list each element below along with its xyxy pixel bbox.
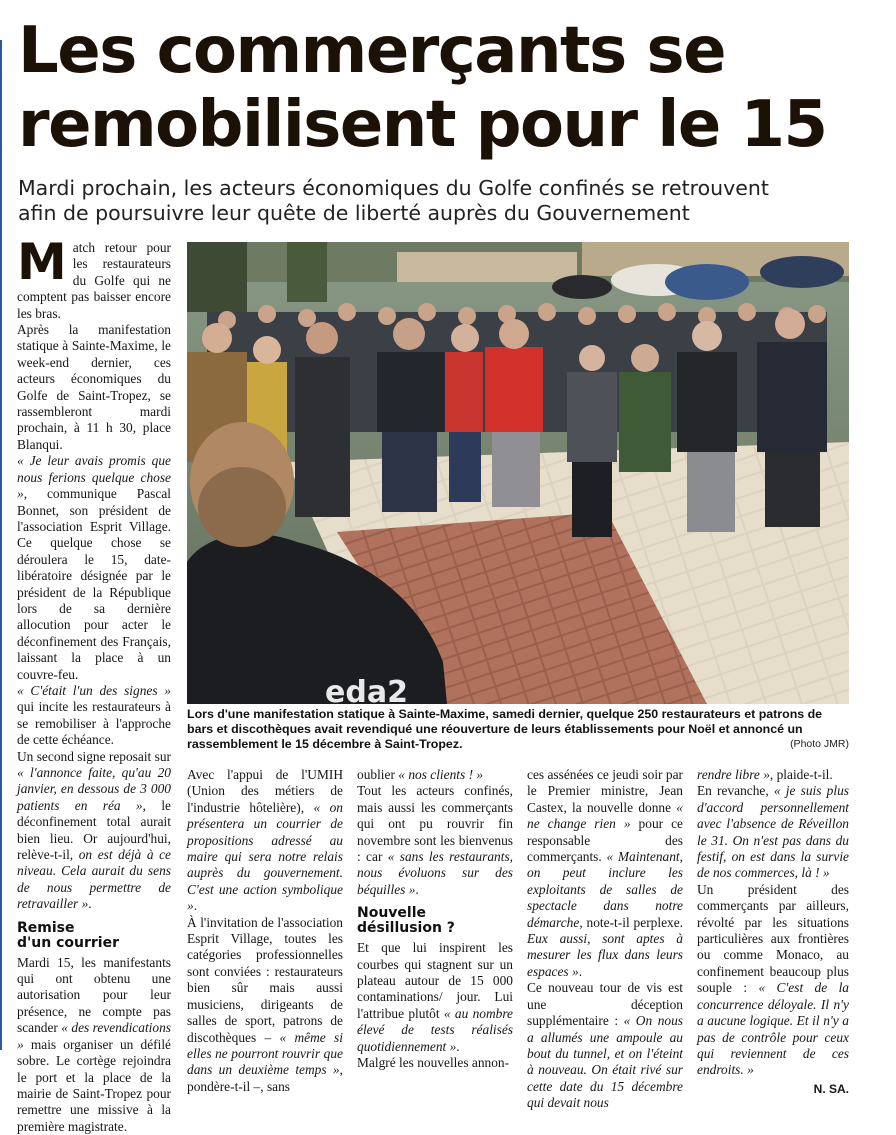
crowd-photo-illustration: [187, 242, 849, 710]
paragraph: Tout les acteurs confinés, mais aussi les commerçants qui ont pu rouvrir fin novembre sont les bienvenus : car « sans les restaurants, nous évoluons sur des béquilles ».: [357, 783, 513, 897]
paragraph: Malgré les nouvelles annon-: [357, 1055, 510, 1071]
standfirst: [18, 176, 878, 226]
paragraph: En revanche, « je suis plus d'accord personnellement avec l'absence de Réveillon le 31. On n'est pas dans du festif, on est dans la survie de nos commerces, là ! »: [697, 783, 849, 881]
headline: [18, 14, 878, 162]
standfirst-line-2: afin de poursuivre leur quête de liberté auprès du Gouvernement: [18, 201, 690, 225]
article-column-2: [187, 767, 343, 1095]
photo-caption: Lors d'une manifestation statique à Sainte-Maxime, samedi dernier, quelque 250 restaurateurs et patrons de bars et discothèques avait revendiqué une réouverture de leurs établissements pour Noël et annoncé un rassemblement le 15 décembre à Saint-Tropez.: [187, 707, 823, 751]
paragraph: « C'était l'un des signes » qui incite les restaurateurs à se remobiliser à l'approche de cette échéance.: [17, 682, 171, 748]
paragraph: Mardi 15, les manifestants qui ont obtenu une autorisation pour leur présence, ne compte pas scander « des revendications » mais organiser un défilé sobre. Le cortège rejoindra le port et la place de la mairie de Saint-Tropez pour remettre une missive à la première magistrate.: [17, 954, 171, 1134]
subheading-desillusion: Nouvelle désillusion ?: [357, 905, 455, 937]
article-column-1: [17, 233, 172, 1135]
paragraph-intro: Match retour pour les restaurateurs du Golfe qui ne comptent pas baisser encore les bras.: [17, 233, 171, 321]
paragraph: Ce nouveau tour de vis est une déception supplémentaire : « On nous a allumés une ampoule au bout du tunnel, et on l'éteint à nouveau. On était rivé sur cette date du 15 décembre qui devait nous: [527, 980, 683, 1111]
paragraph: oublier « nos clients ! »: [357, 767, 484, 782]
author-signature: N. SA.: [813, 1081, 849, 1096]
paragraph: Avec l'appui de l'UMIH (Union des métiers de l'industrie hôtelière), « on présentera un courrier de propositions adressé au maire qui sera notre relais auprès du gouvernement. C'est une action symbolique ».: [187, 767, 343, 914]
paragraph: Un président des commerçants par ailleurs, révolté par les situations particulières aux frontières ou comme Monaco, au confinement beaucoup plus souple : « C'est de la concurrence déloyale. Il n'y a aucune logique. Et il n'y a pas de contrôle pour ceux qui reviennent de ces endroits. »: [697, 881, 849, 1078]
article-column-4: [527, 767, 683, 1112]
paragraph: À l'invitation de l'association Esprit Village, toutes les catégories professionnelles sont conviées : restaurateurs bien sûr mais aussi musiciens, dirigeants de salles de sport, patrons de discothèques – « même si elles ne pourront rouvrir que dans un deuxième temps », pondère-t-il –, sans: [187, 914, 343, 1094]
headline-line-2: remobilisent pour le 15: [18, 88, 827, 162]
standfirst-line-1: Mardi prochain, les acteurs économiques du Golfe confinés se retrouvent: [18, 176, 769, 200]
jacket-text: eda2: [325, 675, 408, 710]
photo-credit: (Photo JMR): [790, 738, 849, 750]
paragraph: Un second signe reposait sur « l'annonce faite, qu'au 20 janvier, en dessous de 3 000 patients en réa », le déconfinement total aurait bien lieu. Or aujourd'hui, relève-t-il, on est déjà à ce niveau. Cela aurait du sens de nous permettre de retravailler ».: [17, 748, 172, 912]
page-edge-rule: [0, 40, 2, 1050]
headline-line-1: Les commerçants se: [18, 14, 725, 88]
article-column-3: [357, 767, 513, 1072]
paragraph: « Je leur avais promis que nous ferions quelque chose », communique Pascal Bonnet, son président de l'association Esprit Village. Ce quelque chose se déroulera le 15, date-libératoire désignée par le président de la République lors de sa dernière allocution pour acter le déconfinement des Français, laissant la place à un couvre-feu.: [17, 453, 171, 682]
subheading-remise: Remise d'un courrier: [17, 919, 120, 951]
paragraph: Après la manifestation statique à Sainte-Maxime, le week-end dernier, ces acteurs économiques du Golfe de Saint-Tropez, se rassembleront mardi prochain, à 11 h 30, place Blanqui.: [17, 322, 171, 452]
article-photo: [187, 242, 849, 710]
paragraph: ces assénées ce jeudi soir par le Premier ministre, Jean Castex, la nouvelle donne « ne change rien » pour ce responsable des commerçants. « Maintenant, on peut inclure les exploitants de salles de spectacle dans notre démarche, note-t-il perplexe. Eux aussi, sont aptes à mesurer les flux dans leurs espaces ».: [527, 767, 683, 979]
article-column-5: [697, 767, 849, 1097]
paragraph: Et que lui inspirent les courbes qui stagnent sur un plateau autour de 15 000 contaminations/ jour. Lui l'attribue plutôt « au nombre élevé de tests réalisés quotidiennement ».: [357, 940, 513, 1054]
drop-cap: M: [17, 233, 67, 291]
paragraph: rendre libre », plaide-t-il.: [697, 767, 833, 782]
